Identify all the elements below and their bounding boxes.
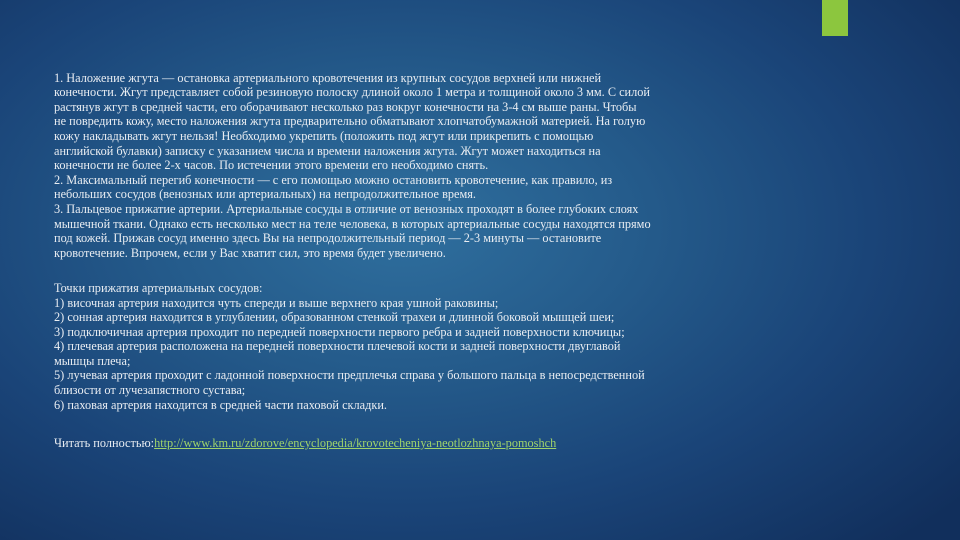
paragraph-bleeding-methods: 1. Наложение жгута — остановка артериального кровотечения из крупных сосудов верхней или нижней конечности. Жгут представляет собой резиновую полоску длиной около 1 метра и толщиной около 3 мм. С силой растянув жгут в средней части, его оборачивают несколько раз вокруг конечности на 3-4 см выше раны. Чтобы не повредить кожу, место наложения жгута предварительно обматывают хлопчатобумажной материей. На голую кожу накладывать жгут нельзя! Необходимо укрепить (положить под жгут или прикрепить с помощью английской булавки) записку с указанием числа и времени наложения жгута. Жгут может находиться на конечности не более 2-х часов. По истечении этого времени его необходимо снять. 2. Максимальный перегиб конечности — с его помощью можно остановить кровотечение, как правило, из небольших сосудов (венозных или артериальных) на непродолжительное время. 3. Пальцевое прижатие артерии. Артериальные сосуды в отличие от венозных проходят в более глубоких слоях мышечной ткани. Однако есть несколько мест на теле человека, в которых артериальные сосуды находятся прямо под кожей. Прижав сосуд именно здесь Вы на непродолжительный период — 2-3 минуты — остановите кровотечение. Впрочем, если у Вас хватит сил, это время будет увеличено. [54, 70, 651, 260]
read-more-line [54, 436, 794, 451]
paragraph-pressure-points: Точки прижатия артериальных сосудов: 1) височная артерия находится чуть спереди и выше верхнего края ушной раковины; 2) сонная артерия находится в углублении, образованном стенкой трахеи и длинной боковой мышцей шеи; 3) подключичная артерия проходит по передней поверхности первого ребра и задней поверхности ключицы; 4) плечевая артерия расположена на передней поверхности плечевой кости и задней поверхности двуглавой мышцы плеча; 5) лучевая артерия проходит с ладонной поверхности предплечья справа у большого пальца в непосредственной близости от лучезапястного сустава; 6) паховая артерия находится в средней части паховой складки. [54, 280, 645, 412]
accent-bar [822, 0, 848, 36]
source-link[interactable]: http://www.km.ru/zdorove/encyclopedia/krovotecheniya-neotlozhnaya-pomoshch [154, 435, 557, 450]
slide-body [54, 56, 794, 465]
read-more-label: Читать полностью: [54, 435, 155, 450]
